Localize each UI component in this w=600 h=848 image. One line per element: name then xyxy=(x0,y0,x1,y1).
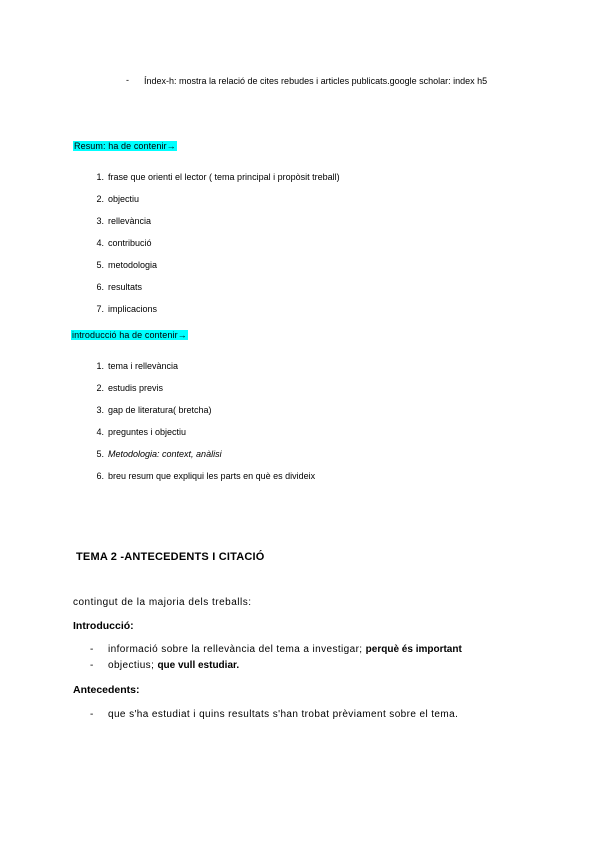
bullet-dash: - xyxy=(90,709,94,720)
index-h-text: Índex-h: mostra la relació de cites rebudes i articles publicats.google scholar: index h5 xyxy=(144,76,488,86)
introduccio-heading-highlight: introducció ha de contenir→ xyxy=(72,330,187,340)
antecedents-subheading: Antecedents: xyxy=(73,684,140,696)
bullet-dash: - xyxy=(90,660,94,671)
introduccio-subheading: Introducció: xyxy=(73,620,134,632)
tema2-intro: contingut de la majoria dels treballs: xyxy=(73,597,252,608)
introduccio-bullet-1: informació sobre la rellevància del tema a investigar; perquè és important xyxy=(108,644,462,655)
introduccio-bullet-2: objectius; que vull estudiar. xyxy=(108,660,240,671)
introduccio-heading xyxy=(71,330,188,340)
resum-heading-highlight: Resum: ha de contenir→ xyxy=(74,141,176,151)
bullet-dash: - xyxy=(90,644,94,655)
antecedents-bullet-1: que s'ha estudiat i quins resultats s'han trobat prèviament sobre el tema. xyxy=(108,709,459,720)
index-bullet: - xyxy=(126,75,129,85)
document-page: - Índex-h: mostra la relació de cites rebudes i articles publicats.google scholar: index h5 Resum: ha de contenir→ 1. frase que orienti el lector ( tema principal i propòsit treball) 2. objectiu 3. rellevància 4. contribució 5. metodologia 6. resultats 7. implicacions introducció ha de contenir→ 1. tema i rellevància 2. estudis previs 3. gap de literatura( bretcha) 4. preguntes i objectiu 5. Metodologia: context, anàlisi 6. breu resum que expliqui les parts en què es divideix TEMA 2 -ANTECEDENTS I CITACIÓ contingut de la majoria dels treballs: Introducció: - informació sobre la rellevància del tema a investigar; perquè és important - objectius; que vull estudiar. Antecedents: - que s'ha estudiat i quins resultats s'han trobat prèviament sobre el tema. xyxy=(0,0,600,848)
resum-heading xyxy=(73,141,177,151)
tema2-title: TEMA 2 -ANTECEDENTS I CITACIÓ xyxy=(76,551,265,563)
